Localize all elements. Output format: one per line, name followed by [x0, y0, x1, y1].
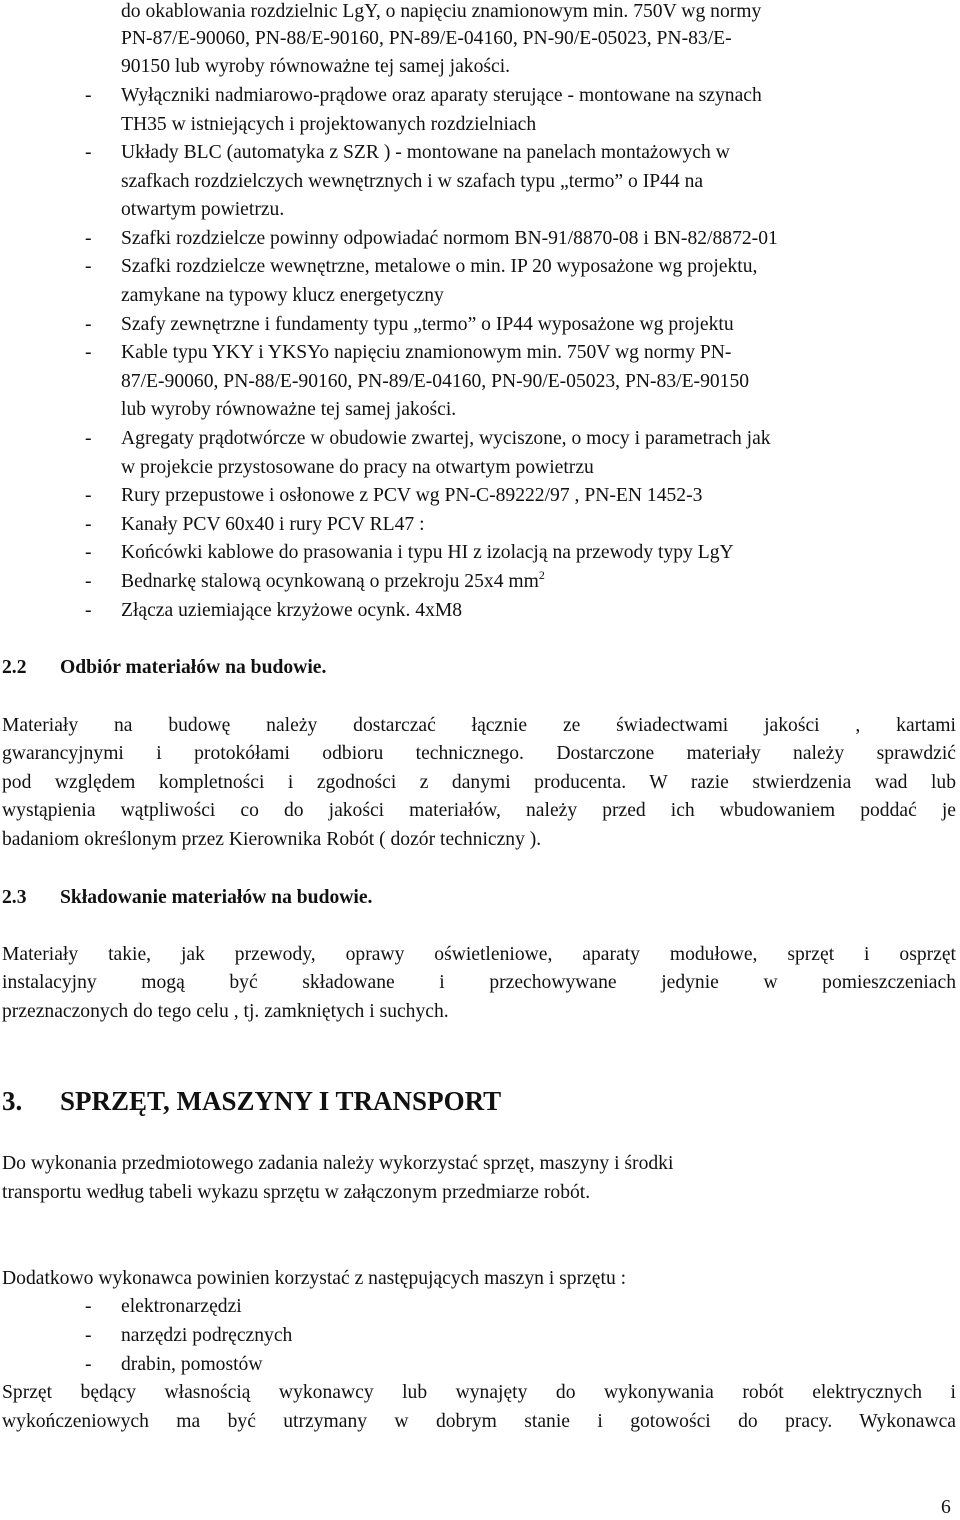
paragraph-line: gwarancyjnymi i protokółami odbioru technicznego. Dostarczone materiały należy sprawdzić: [2, 743, 956, 764]
bullet-dash: -: [85, 342, 92, 363]
list-item-line: Końcówki kablowe do prasowania i typu HI z izolacją na przewody typy LgY: [121, 542, 734, 563]
bullet-dash: -: [85, 228, 92, 249]
paragraph-line: Materiały na budowę należy dostarczać łącznie ze świadectwami jakości , kartami: [2, 715, 956, 736]
paragraph-line: Materiały takie, jak przewody, oprawy oświetleniowe, aparaty modułowe, sprzęt i osprzęt: [2, 944, 956, 965]
text-line: do okablowania rozdzielnic LgY, o napięciu znamionowym min. 750V wg normy: [121, 1, 762, 22]
bullet-dash: -: [85, 256, 92, 277]
section-title: Składowanie materiałów na budowie.: [60, 887, 373, 908]
section-number: 2.3: [2, 887, 27, 908]
paragraph-line: przeznaczonych do tego celu , tj. zamkniętych i suchych.: [2, 1001, 449, 1022]
bullet-dash: -: [85, 428, 92, 449]
list-item-line: narzędzi podręcznych: [121, 1325, 293, 1346]
list-item-line: Złącza uziemiające krzyżowe ocynk. 4xM8: [121, 600, 463, 621]
list-item-line: elektronarzędzi: [121, 1296, 242, 1317]
page-number: 6: [941, 1497, 951, 1518]
bullet-dash: -: [85, 142, 92, 163]
bullet-dash: -: [85, 571, 92, 592]
list-item-line: 87/E-90060, PN-88/E-90160, PN-89/E-04160, PN-90/E-05023, PN-83/E-90150: [121, 371, 750, 392]
list-item-line: Rury przepustowe i osłonowe z PCV wg PN-C-89222/97 , PN-EN 1452-3: [121, 485, 703, 506]
section-heading-2-2: [2, 656, 326, 680]
bullet-dash: -: [85, 542, 92, 563]
paragraph-line: pod względem kompletności i zgodności z danymi producenta. W razie stwierdzenia wad lub: [2, 772, 956, 793]
list-item-line: Szafki rozdzielcze powinny odpowiadać normom BN-91/8870-08 i BN-82/8872-01: [121, 228, 778, 249]
list-item-line: [121, 570, 545, 594]
chapter-title: SPRZĘT, MASZYNY I TRANSPORT: [60, 1086, 502, 1116]
paragraph-line: Do wykonania przedmiotowego zadania należy wykorzystać sprzęt, maszyny i środki: [2, 1153, 674, 1174]
bullet-dash: -: [85, 1325, 92, 1346]
chapter-heading-3: [2, 1085, 501, 1117]
paragraph-line: wystąpienia wątpliwości co do jakości materiałów, należy przed ich wbudowaniem poddać je: [2, 800, 956, 821]
section-heading-2-3: [2, 886, 372, 910]
bullet-dash: -: [85, 314, 92, 335]
paragraph-line: instalacyjny mogą być składowane i przechowywane jedynie w pomieszczeniach: [2, 972, 956, 993]
section-number: 2.2: [2, 657, 27, 678]
paragraph-line: badaniom określonym przez Kierownika Robót ( dozór techniczny ).: [2, 829, 542, 850]
list-item-line: szafkach rozdzielczych wewnętrznych i w szafach typu „termo” o IP44 na: [121, 171, 704, 192]
text-line: 90150 lub wyroby równoważne tej samej jakości.: [121, 56, 511, 77]
list-item-line: TH35 w istniejących i projektowanych rozdzielniach: [121, 114, 537, 135]
superscript: 2: [538, 568, 545, 582]
list-item-line: otwartym powietrzu.: [121, 199, 285, 220]
list-item-line: Kable typu YKY i YKSYo napięciu znamionowym min. 750V wg normy PN-: [121, 342, 732, 363]
text-line: PN-87/E-90060, PN-88/E-90160, PN-89/E-04160, PN-90/E-05023, PN-83/E-: [121, 28, 732, 49]
list-item-line: zamykane na typowy klucz energetyczny: [121, 285, 444, 306]
paragraph-line: wykończeniowych ma być utrzymany w dobrym stanie i gotowości do pracy. Wykonawca: [2, 1411, 956, 1432]
list-item-text: Bednarkę stalową ocynkowaną o przekroju 25x4 mm: [121, 571, 539, 592]
list-item-line: Szafy zewnętrzne i fundamenty typu „termo” o IP44 wyposażone wg projektu: [121, 314, 734, 335]
list-item-line: lub wyroby równoważne tej samej jakości.: [121, 399, 457, 420]
bullet-dash: -: [85, 85, 92, 106]
bullet-dash: -: [85, 1296, 92, 1317]
paragraph-line: transportu według tabeli wykazu sprzętu w załączonym przedmiarze robót.: [2, 1182, 591, 1203]
chapter-number: 3.: [2, 1086, 23, 1116]
list-item-line: w projekcie przystosowane do pracy na otwartym powietrzu: [121, 457, 594, 478]
list-item-line: Wyłączniki nadmiarowo-prądowe oraz aparaty sterujące - montowane na szynach: [121, 85, 762, 106]
list-item-line: Kanały PCV 60x40 i rury PCV RL47 :: [121, 514, 425, 535]
bullet-dash: -: [85, 514, 92, 535]
list-item-line: Szafki rozdzielcze wewnętrzne, metalowe o min. IP 20 wyposażone wg projektu,: [121, 256, 758, 277]
list-item-line: Układy BLC (automatyka z SZR ) - montowane na panelach montażowych w: [121, 142, 730, 163]
bullet-dash: -: [85, 485, 92, 506]
paragraph-line: Sprzęt będący własnością wykonawcy lub wynajęty do wykonywania robót elektrycznych i: [2, 1382, 956, 1403]
paragraph-line: Dodatkowo wykonawca powinien korzystać z następujących maszyn i sprzętu :: [2, 1268, 627, 1289]
list-item-line: Agregaty prądotwórcze w obudowie zwartej, wyciszone, o mocy i parametrach jak: [121, 428, 771, 449]
section-title: Odbiór materiałów na budowie.: [60, 657, 327, 678]
bullet-dash: -: [85, 600, 92, 621]
list-item-line: drabin, pomostów: [121, 1354, 263, 1375]
bullet-dash: -: [85, 1354, 92, 1375]
